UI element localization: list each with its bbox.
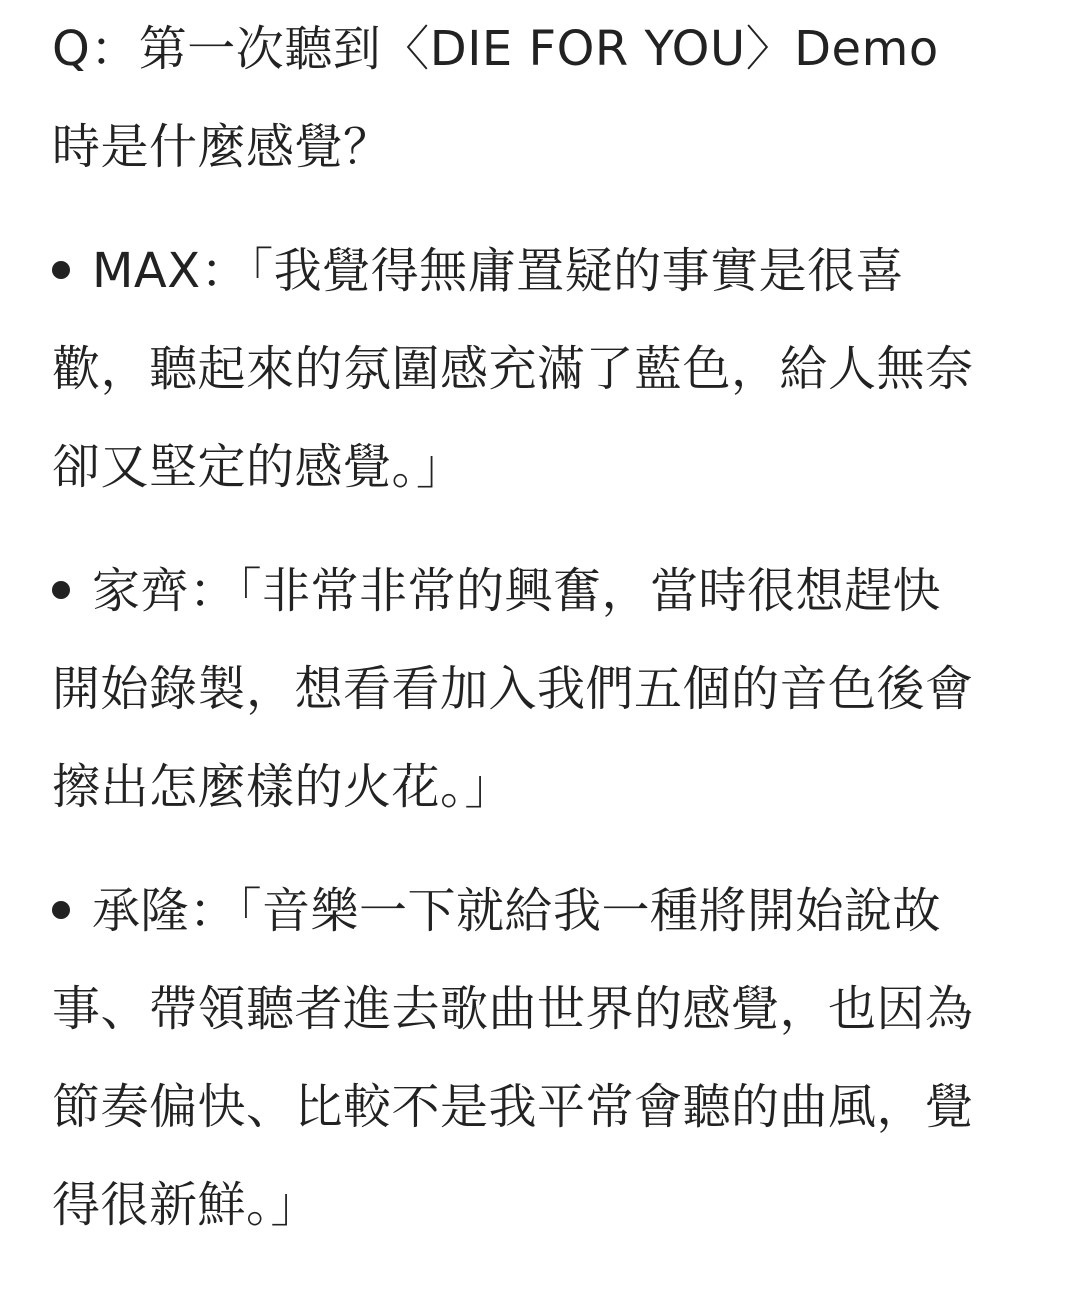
answer-max — [52, 222, 1012, 516]
answer-first-line — [52, 542, 1012, 640]
article-body — [52, 0, 1012, 1254]
question-line: Q：第一次聽到〈DIE FOR YOU〉Demo — [52, 21, 939, 77]
bullet-icon — [52, 261, 70, 279]
answer-first-line — [52, 862, 1012, 960]
answer-line: 開始錄製，想看看加入我們五個的音色後會 — [52, 661, 974, 717]
interview-question — [52, 0, 1012, 196]
answer-line: 得很新鮮。」 — [52, 1177, 320, 1233]
answer-line: 節奏偏快、比較不是我平常會聽的曲風，覺 — [52, 1079, 974, 1135]
answer-line: 家齊：「非常非常的興奮，當時很想趕快 — [92, 563, 942, 619]
answer-jiaqi — [52, 542, 1012, 836]
answer-first-line — [52, 222, 1012, 320]
answer-line: 事、帶領聽者進去歌曲世界的感覺，也因為 — [52, 981, 974, 1037]
answer-line: MAX：「我覺得無庸置疑的事實是很喜 — [92, 243, 905, 299]
question-line: 時是什麼感覺？ — [52, 119, 392, 175]
answer-line: 歡，聽起來的氛圍感充滿了藍色，給人無奈 — [52, 341, 974, 397]
answer-line: 擦出怎麼樣的火花。」 — [52, 759, 514, 815]
bullet-icon — [52, 581, 70, 599]
answer-chenglong — [52, 862, 1012, 1254]
bullet-icon — [52, 901, 70, 919]
answer-line: 承隆：「音樂一下就給我一種將開始說故 — [92, 883, 942, 939]
answer-line: 卻又堅定的感覺。」 — [52, 439, 465, 495]
